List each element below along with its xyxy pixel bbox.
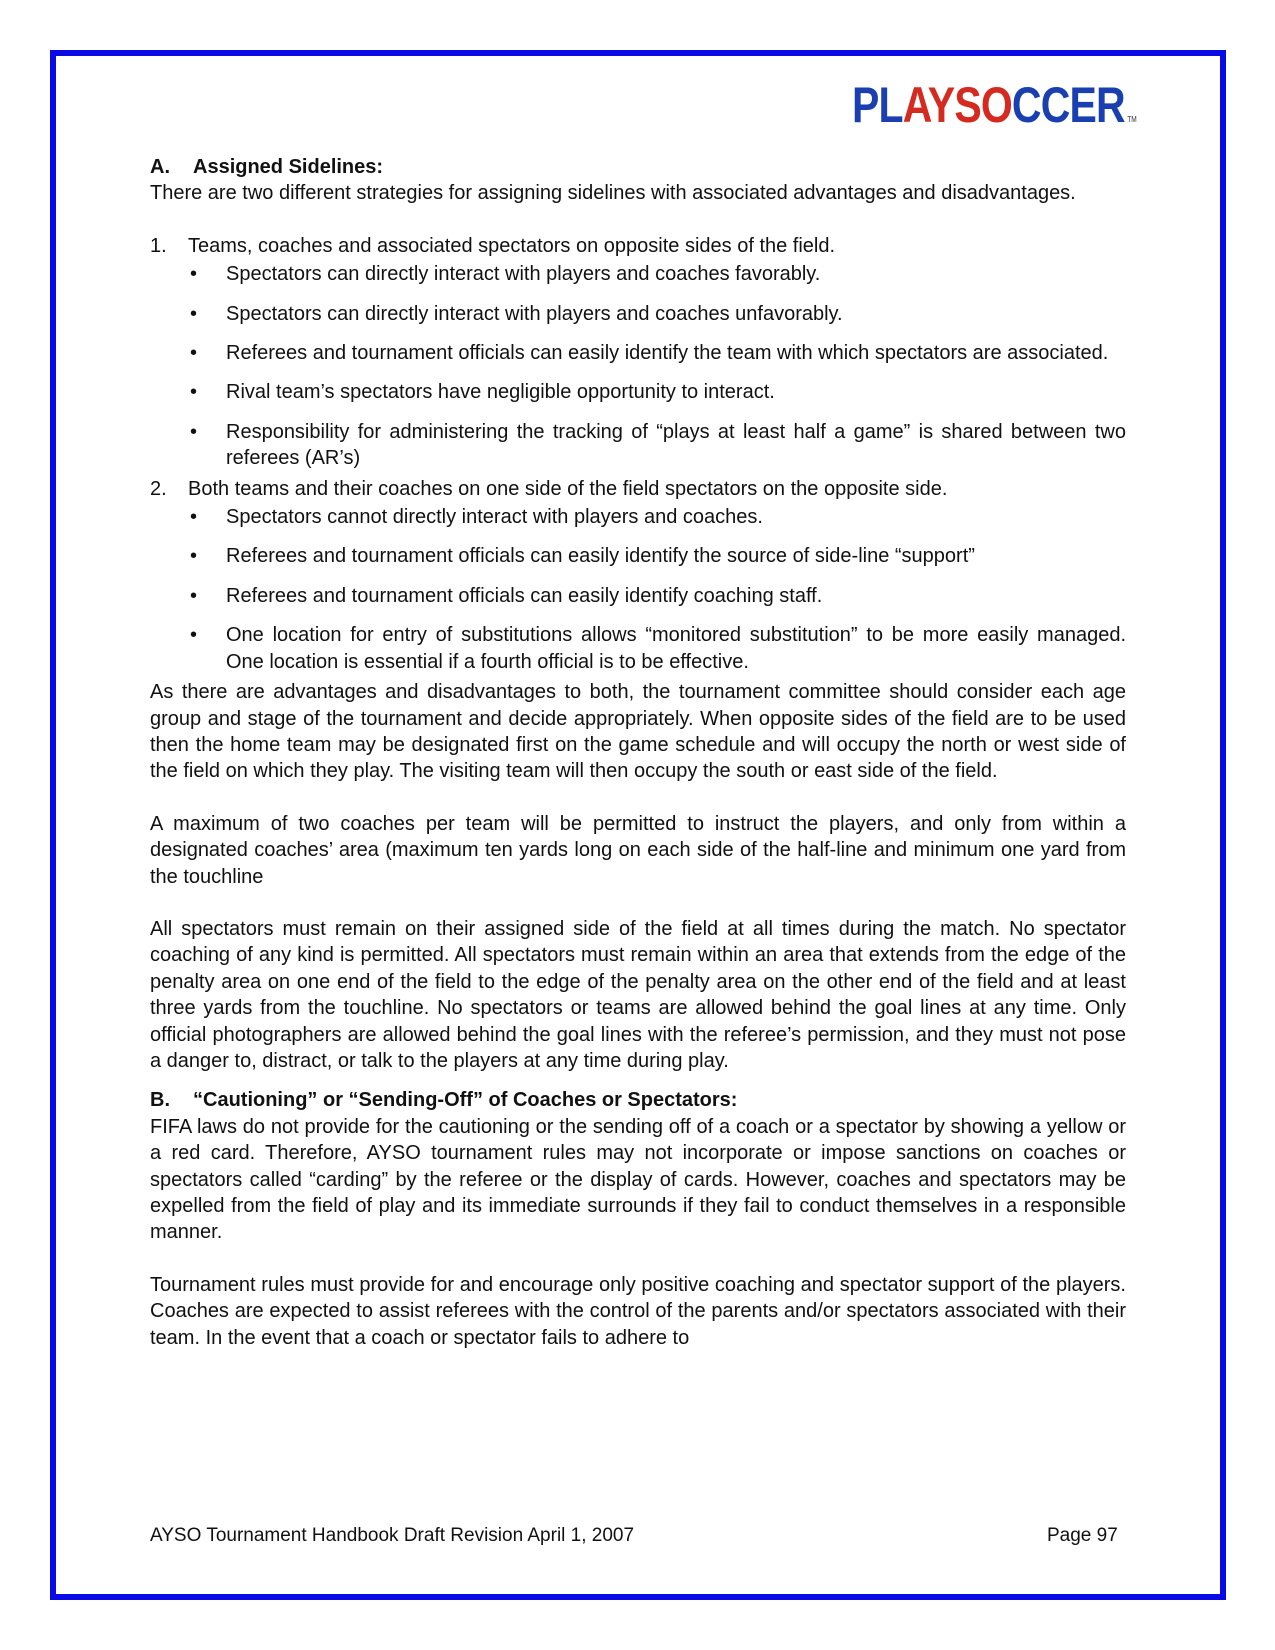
section-b-heading [150,1087,1126,1113]
footer-document-title: AYSO Tournament Handbook Draft Revision April 1, 2007 [150,1525,635,1546]
bullet-icon: • [190,545,198,568]
trademark-mark: TM [1127,115,1137,124]
bullet-icon: • [190,342,198,365]
section-b-title: “Cautioning” or “Sending-Off” of Coaches or Spectators: [193,1089,738,1112]
section-a-title: Assigned Sidelines: [193,156,384,178]
paragraph-coaches-area: A maximum of two coaches per team will be permitted to instruct the players, and only from within a designated coaches’ area (maximum ten yards long on each side of the half-line and minimum one yard from the touchline [150,812,1126,888]
bullet-text: Responsibility for administering the tracking of “plays at least half a game” is shared between two referees (AR’s) [226,420,1126,470]
bullet-icon: • [190,302,198,325]
bullet-text: Spectators can directly interact with players and coaches unfavorably. [226,302,843,325]
bullet-item [188,583,1126,609]
bullet-text: Referees and tournament officials can easily identify the source of side-line “support” [226,545,975,568]
bullet-item [188,301,1126,327]
bullet-item [188,379,1126,405]
logo-part-pl: PL [852,77,903,133]
list-item-text: Teams, coaches and associated spectators on opposite sides of the field. [188,234,836,257]
bullet-icon: • [190,381,198,404]
bullet-list [188,504,1126,675]
section-a-heading [150,154,1126,180]
bullet-item [188,261,1126,287]
bullet-item [188,504,1126,530]
bullet-icon: • [190,263,198,286]
footer-page-number: Page 97 [1047,1525,1118,1546]
bullet-text: Referees and tournament officials can easily identify coaching staff. [226,584,823,607]
logo-part-ccer: CCER [1011,77,1125,133]
bullet-icon: • [190,420,198,443]
section-a-intro: There are two different strategies for assigning sidelines with associated advantages and disadvantages. [150,182,1076,205]
paragraph-sideline-assignment: As there are advantages and disadvantages to both, the tournament committee should consider each age group and stage of the tournament and decide appropriately. When opposite sides of the field are to be used then the home team may be designated first on the game schedule and will occupy the north or west side of the field on which they play. The visiting team will then occupy the south or east side of the field. [150,681,1126,783]
list-item-number: 1. [150,234,167,257]
section-b-label: B. [150,1089,170,1112]
bullet-item [188,419,1126,472]
bullet-icon: • [190,506,198,529]
bullet-text: Spectators cannot directly interact with players and coaches. [226,506,763,529]
paragraph-fifa-laws: FIFA laws do not provide for the cautioning or the sending off of a coach or a spectator by showing a yellow or a red card. Therefore, AYSO tournament rules may not incorporate or impose sanctions on coaches or spectators called “carding” by the referee or the display of cards. However, coaches and spectators may be expelled from the field of play and its immediate surrounds if they fail to conduct themselves in a responsible manner. [150,1115,1126,1244]
bullet-icon: • [190,584,198,607]
bullet-item [188,543,1126,569]
bullet-item [188,340,1126,366]
list-item-number: 2. [150,477,167,500]
bullet-text: Rival team’s spectators have negligible opportunity to interact. [226,381,775,404]
logo-part-ayso: AYSO [902,77,1012,133]
list-item-text: Both teams and their coaches on one side of the field spectators on the opposite side. [188,477,948,500]
paragraph-tournament-rules: Tournament rules must provide for and encourage only positive coaching and spectator support of the players. Coaches are expected to assist referees with the control of the parents and/or spectators associated with their team. In the event that a coach or spectator fails to adhere to [150,1273,1126,1349]
bullet-icon: • [190,624,198,647]
bullet-text: Spectators can directly interact with players and coaches favorably. [226,263,821,286]
bullet-list [188,261,1126,471]
playsoccer-logo [852,77,1137,145]
list-item-2 [150,476,1126,675]
bullet-text: One location for entry of substitutions allows “monitored substitution” to be more easily managed. One location is essential if a fourth official is to be effective. [226,624,1126,673]
paragraph-spectator-area: All spectators must remain on their assigned side of the field at all times during the match. No spectator coaching of any kind is permitted. All spectators must remain within an area that extends from the edge of the penalty area on one end of the field to the edge of the penalty area on the other end of the field and at least three yards from the touchline. No spectators or teams are allowed behind the goal lines at any time. Only official photographers are allowed behind the goal lines with the referee’s permission, and they must not pose a danger to, distract, or talk to the players at any time during play. [150,917,1126,1072]
bullet-item [188,622,1126,675]
section-a-label: A. [150,156,170,178]
document-body [150,154,1126,1351]
list-item-1 [150,233,1126,472]
bullet-text: Referees and tournament officials can easily identify the team with which spectators are associated. [226,342,1109,365]
